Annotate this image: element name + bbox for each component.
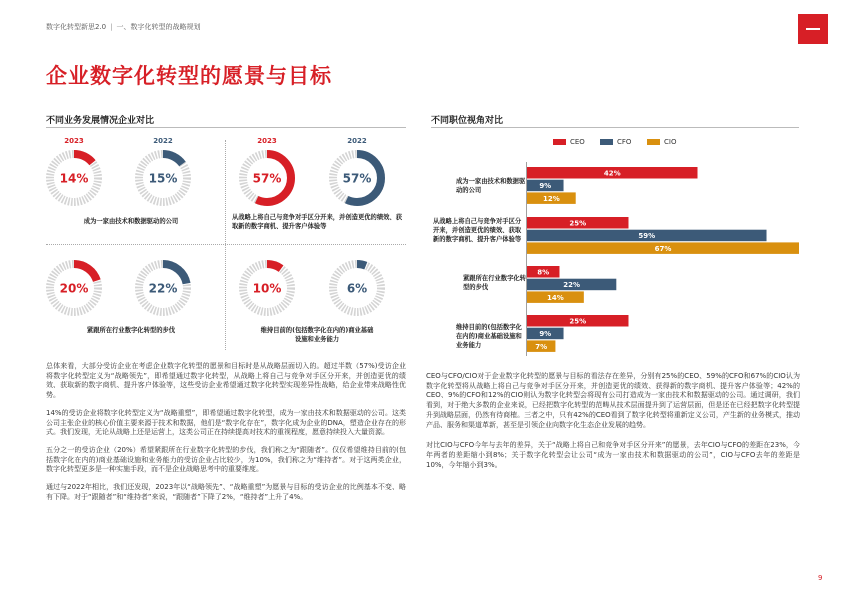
- legend-swatch: [600, 139, 613, 145]
- paragraph: 通过与2022年相比，我们还发现，2023年以“战略领先”、“战略重塑”为愿景与目标的受访企业的比例基本不变、略有下降。对于“跟随者”和“维持者”来说，“跟随者”下降了2%，“维持者”上升了4%。: [46, 483, 406, 501]
- bar-value-label: 12%: [542, 194, 560, 203]
- year-label: 2023: [257, 137, 277, 145]
- bar-value-label: 9%: [539, 330, 552, 339]
- donut-chart-svg: [134, 259, 192, 317]
- page-title: 企业数字化转型的愿景与目标: [46, 64, 332, 88]
- category-label: 维持目前的(包括数字化在内的)商业基础设施和业务能力: [456, 324, 522, 349]
- paragraph: 14%的受访企业将数字化转型定义为“战略重塑”，即希望通过数字化转型，成为一家由技术和数据驱动的公司。这类公司主张企业的核心价值主要来源于技术和数据，他们是“数字化存在”，数字化成为企业的DNA，塑造企业存在的形式。我们发现，无论从战略上还是运营上，这类公司正在持续提高对技术的重视程度，愿意持续投入大量资源。: [46, 408, 406, 437]
- donut-percent-label: 15%: [148, 171, 178, 186]
- category-label: 从战略上将自己与竞争对手区分开来，并创造更优的绩效、获取新的数字商机、提升客户体验等: [433, 218, 522, 243]
- donut-percent-label: 22%: [148, 281, 178, 296]
- donut-chart-svg: [328, 149, 386, 207]
- donut-chart: [45, 259, 103, 321]
- donut-percent-label: 14%: [59, 171, 89, 186]
- legend-item-cfo: [600, 138, 631, 146]
- donut-chart-svg: [134, 149, 192, 207]
- donut-chart-svg: [238, 149, 296, 207]
- legend-item-ceo: [553, 138, 585, 146]
- donut-caption: 成为一家由技术和数据驱动的公司: [83, 218, 179, 225]
- donut-caption: 从战略上将自己与竞争对手区分开来，并创造更优的绩效、获取新的数字商机、提升客户体验等: [232, 214, 403, 230]
- minus-icon: [798, 14, 828, 44]
- bar-value-label: 9%: [539, 182, 552, 191]
- paragraph: CEO与CFO/CIO对于企业数字化转型的愿景与目标的看法存在差异，分别有25%的CEO、59%的CFO和67%的CIO认为数字化转型将从战略上将自己与竞争对手区分开来，并创造更优的绩效、获得新的数字商机、提升客户体验等；42%的CEO、9%的CFO和12%的CIO则认为数字化转型会将现有公司打造成为一家由技术和数据驱动的公司。通过调研，我们看到，对于绝大多数的企业来说，已经把数字化转型的范畴从技术层面提升到了运营层面，但是还在已经把数字化转型提升到战略层面，仍然有待商榷。三者之中，只有42%的CEO看到了数字化转型将重新定义公司，产生新的业务模式，推动产品、服务和渠道革新，甚至是引领企业向数字化生态企业发展的趋势。: [426, 372, 800, 429]
- bar-value-label: 42%: [603, 169, 621, 178]
- donut-chart: [328, 149, 386, 211]
- donut-chart: [134, 149, 192, 211]
- right-section-divider: [431, 127, 799, 128]
- legend-label: CIO: [664, 138, 677, 146]
- year-label: 2022: [153, 137, 173, 145]
- category-label: 成为一家由技术和数据驱动的公司: [456, 178, 526, 194]
- donut-percent-label: 20%: [59, 281, 89, 296]
- legend-label: CEO: [570, 138, 585, 146]
- legend-swatch: [553, 139, 566, 145]
- category-label: 紧跟所在行业数字化转型的步伐: [463, 275, 526, 291]
- donut-chart: [45, 149, 103, 211]
- donut-chart: [238, 149, 296, 211]
- left-section-title: 不同业务发展情况企业对比: [46, 116, 155, 126]
- right-body-text: [426, 372, 800, 470]
- breadcrumb: [46, 22, 201, 32]
- donut-caption: 维持目前的(包括数字化在内的)商业基础设施和业务能力: [260, 327, 374, 343]
- grid-divider-vertical: [225, 140, 226, 350]
- legend-swatch: [647, 139, 660, 145]
- legend-item-cio: [647, 138, 676, 146]
- section-name: 一、数字化转型的战略规划: [116, 23, 201, 31]
- donut-chart-svg: [45, 149, 103, 207]
- year-label: 2022: [347, 137, 367, 145]
- breadcrumb-separator: |: [110, 23, 113, 31]
- bar-value-label: 25%: [569, 317, 587, 326]
- bar-value-label: 8%: [537, 268, 550, 277]
- donut-chart-svg: [238, 259, 296, 317]
- left-body-text: [46, 362, 406, 502]
- donut-caption: 紧跟所在行业数字化转型的步伐: [86, 327, 176, 334]
- bar-value-label: 59%: [638, 232, 656, 241]
- donut-percent-label: 57%: [252, 171, 282, 186]
- bar-chart: [526, 160, 806, 360]
- donut-chart: [134, 259, 192, 321]
- legend-label: CFO: [617, 138, 632, 146]
- bar-value-label: 25%: [569, 219, 587, 228]
- donut-chart-svg: [328, 259, 386, 317]
- year-label: 2023: [64, 137, 84, 145]
- grid-divider-horizontal: [46, 244, 406, 245]
- right-section-title: 不同职位视角对比: [431, 116, 504, 126]
- bar-value-label: 67%: [654, 244, 672, 253]
- paragraph: 五分之一的受访企业（20%）希望紧跟所在行业数字化转型的步伐，我们称之为“跟随者”。仅仅希望维持目前的(包括数字化在内的)商业基础设施和业务能力的受访企业占比较少，为10%，我们称之为“维持者”。对于这两类企业，数字化转型更多是一种实施手段，而不是企业战略思考中的重要维度。: [46, 445, 406, 474]
- donut-chart: [238, 259, 296, 321]
- page-number: 9: [818, 574, 823, 582]
- donut-percent-label: 6%: [346, 281, 368, 296]
- doc-title: 数字化转型新思2.0: [46, 23, 107, 31]
- donut-percent-label: 10%: [252, 281, 282, 296]
- bar-value-label: 22%: [563, 281, 581, 290]
- donut-chart: [328, 259, 386, 321]
- paragraph: 总体来看，大部分受访企业在考虑企业数字化转型的愿景和目标时是从战略层面切入的。超过半数（57%)受访企业将数字化转型定义为“战略领先”，即希望通过数字化转型，从战略上将自己与竞争对手区分开来，并创造更优的绩效、获取新的数字商机、提升客户体验等，这些受访企业希望通过数字化转型实现差异性战略，给企业带来战略性优势。: [46, 362, 406, 400]
- left-section-divider: [46, 127, 406, 128]
- donut-percent-label: 57%: [342, 171, 372, 186]
- bar-value-label: 7%: [535, 342, 548, 351]
- bar-value-label: 14%: [547, 293, 564, 302]
- paragraph: 对比CIO与CFO今年与去年的差异，关于“战略上将自己和竞争对手区分开来”的愿景，去年CIO与CFO的差距在23%，今年两者的差距缩小到8%；关于数字化转型会让公司“成为一家由技术和数据驱动的公司”，CIO与CFO去年的差距是10%，今年缩小到3%。: [426, 441, 800, 469]
- donut-chart-svg: [45, 259, 103, 317]
